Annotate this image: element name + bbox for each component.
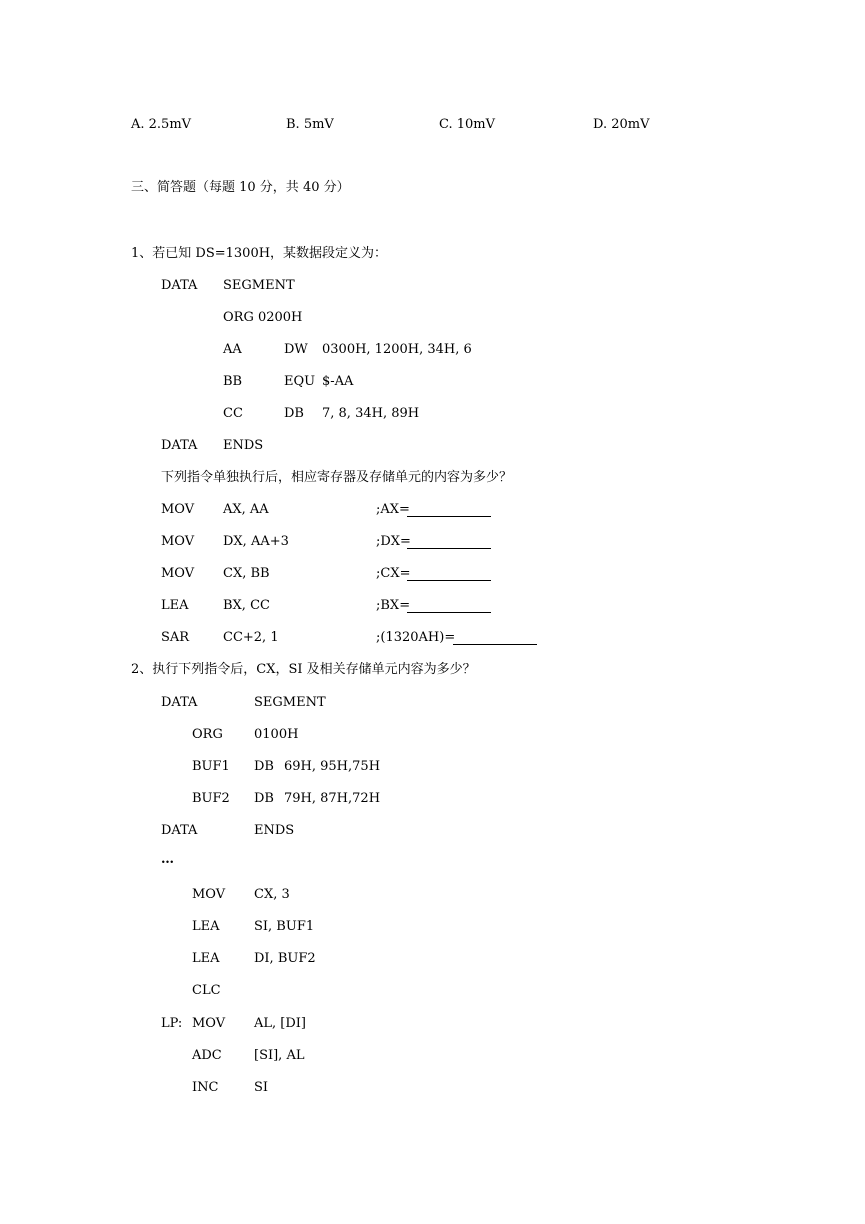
q1-prompt: 1、若已知 DS=1300H，某数据段定义为： xyxy=(131,246,388,261)
q1-row-name: BB xyxy=(223,374,243,389)
q1-ends-kw: ENDS xyxy=(223,438,264,453)
q1-row-val: 0300H, 1200H, 34H, 6 xyxy=(322,342,472,357)
q2-code-args: AL, [DI] xyxy=(254,1016,306,1031)
q1-seg-kw: SEGMENT xyxy=(223,278,295,293)
q2-buf-name: BUF2 xyxy=(192,791,230,806)
q2-code-op: LEA xyxy=(192,919,220,934)
q2-code-args: DI, BUF2 xyxy=(254,951,316,966)
q1-op-comment: ;(1320AH)= xyxy=(376,630,456,645)
q2-ellipsis: … xyxy=(161,852,174,867)
q1-op-args: CX, BB xyxy=(223,566,270,581)
q2-buf-op: DB xyxy=(254,759,274,774)
q2-buf-val: 69H, 95H,75H xyxy=(284,759,381,774)
q2-code-args: [SI], AL xyxy=(254,1048,305,1063)
q1-op-comment: ;AX= xyxy=(376,502,410,517)
q1-instruction: 下列指令单独执行后，相应寄存器及存储单元的内容为多少？ xyxy=(161,470,513,485)
q1-op: LEA xyxy=(161,598,189,613)
q1-op-args: CC+2, 1 xyxy=(223,630,279,645)
q2-org-val: 0100H xyxy=(254,727,299,742)
q2-ends-kw: ENDS xyxy=(254,823,295,838)
answer-blank-bx[interactable] xyxy=(407,612,491,613)
q1-row-name: AA xyxy=(223,342,242,357)
q2-code-op: MOV xyxy=(192,1016,226,1031)
q1-op-args: DX, AA+3 xyxy=(223,534,289,549)
q1-row-val: 7, 8, 34H, 89H xyxy=(322,406,420,421)
q2-code-op: ADC xyxy=(192,1048,222,1063)
q1-op-comment: ;DX= xyxy=(376,534,411,549)
q1-op: MOV xyxy=(161,566,195,581)
q1-op: SAR xyxy=(161,630,190,645)
q1-row-op: EQU xyxy=(284,374,316,389)
q1-row-name: CC xyxy=(223,406,243,421)
q2-buf-val: 79H, 87H,72H xyxy=(284,791,381,806)
q1-op-comment: ;BX= xyxy=(376,598,411,613)
q2-code-op: INC xyxy=(192,1080,219,1095)
q1-op: MOV xyxy=(161,534,195,549)
answer-blank-cx[interactable] xyxy=(407,580,491,581)
section-heading: 三、简答题（每题 10 分，共 40 分） xyxy=(131,180,350,195)
q1-row-op: DB xyxy=(284,406,304,421)
q1-op-args: AX, AA xyxy=(223,502,269,517)
q2-seg-name: DATA xyxy=(161,695,198,710)
choice-c: C. 10mV xyxy=(439,117,496,132)
q2-seg-kw: SEGMENT xyxy=(254,695,326,710)
answer-blank-ax[interactable] xyxy=(407,516,491,517)
q2-buf-name: BUF1 xyxy=(192,759,230,774)
q1-org: ORG 0200H xyxy=(223,310,303,325)
answer-blank-mem[interactable] xyxy=(453,644,537,645)
q1-ends-name: DATA xyxy=(161,438,198,453)
q2-code-args: SI xyxy=(254,1080,269,1095)
q2-org-kw: ORG xyxy=(192,727,223,742)
q2-ends-name: DATA xyxy=(161,823,198,838)
q1-op-args: BX, CC xyxy=(223,598,270,613)
q1-row-op: DW xyxy=(284,342,308,357)
q2-code-args: CX, 3 xyxy=(254,887,290,902)
q2-prompt: 2、执行下列指令后，CX，SI 及相关存储单元内容为多少？ xyxy=(131,662,476,677)
q1-op: MOV xyxy=(161,502,195,517)
q1-row-val: $-AA xyxy=(322,374,354,389)
choice-a: A. 2.5mV xyxy=(131,117,192,132)
choice-d: D. 20mV xyxy=(593,117,650,132)
q2-code-op: MOV xyxy=(192,887,226,902)
q1-op-comment: ;CX= xyxy=(376,566,411,581)
q2-code-label: LP: xyxy=(161,1016,183,1031)
q2-code-op: LEA xyxy=(192,951,220,966)
answer-blank-dx[interactable] xyxy=(407,548,491,549)
q2-buf-op: DB xyxy=(254,791,274,806)
q2-code-op: CLC xyxy=(192,983,221,998)
q2-code-args: SI, BUF1 xyxy=(254,919,315,934)
choice-b: B. 5mV xyxy=(286,117,334,132)
q1-seg-name: DATA xyxy=(161,278,198,293)
